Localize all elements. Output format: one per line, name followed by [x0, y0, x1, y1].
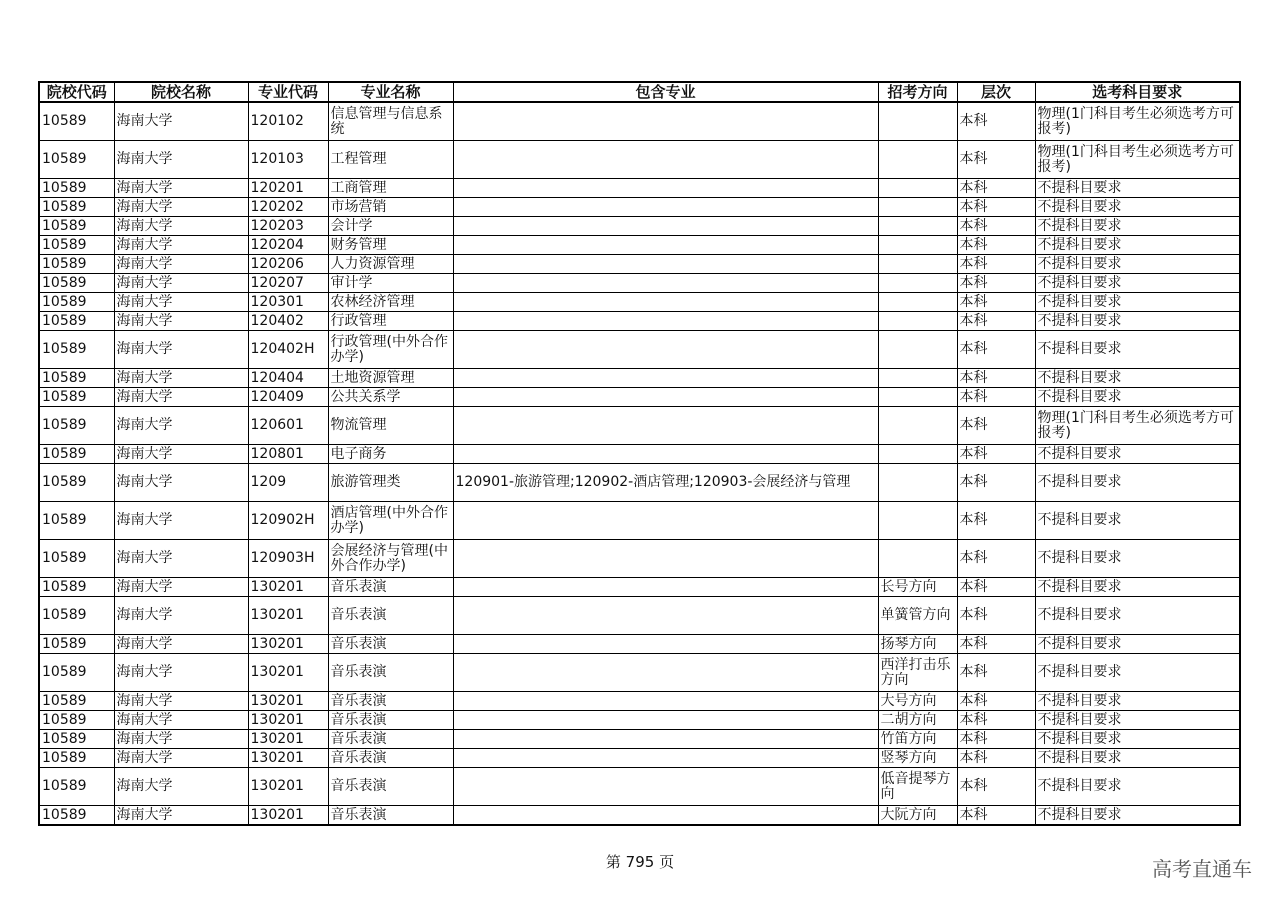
major-code-cell: 120103: [248, 141, 328, 179]
level-cell: 本科: [957, 407, 1035, 445]
school-code-cell: 10589: [39, 102, 114, 141]
school-name-cell: 海南大学: [114, 540, 248, 578]
major-name-cell: 审计学: [328, 274, 453, 293]
included-majors-cell: [453, 236, 878, 255]
table-row: [39, 749, 1240, 768]
subject-requirement-cell: 不提科目要求: [1035, 255, 1240, 274]
included-majors-cell: [453, 540, 878, 578]
school-name-cell: 海南大学: [114, 768, 248, 806]
table-row: [39, 293, 1240, 312]
major-name-cell: 财务管理: [328, 236, 453, 255]
subject-requirement-cell: 不提科目要求: [1035, 445, 1240, 464]
school-code-cell: 10589: [39, 540, 114, 578]
major-name-cell: 行政管理: [328, 312, 453, 331]
major-code-cell: 120903H: [248, 540, 328, 578]
school-name-cell: 海南大学: [114, 102, 248, 141]
included-majors-cell: [453, 217, 878, 236]
included-majors-cell: [453, 293, 878, 312]
school-code-cell: 10589: [39, 274, 114, 293]
school-name-cell: 海南大学: [114, 198, 248, 217]
major-code-cell: 120102: [248, 102, 328, 141]
school-code-cell: 10589: [39, 654, 114, 692]
school-name-cell: 海南大学: [114, 635, 248, 654]
major-name-cell: 公共关系学: [328, 388, 453, 407]
level-cell: 本科: [957, 102, 1035, 141]
major-name-cell: 工商管理: [328, 179, 453, 198]
level-cell: 本科: [957, 141, 1035, 179]
subject-requirement-cell: 不提科目要求: [1035, 768, 1240, 806]
major-code-cell: 120203: [248, 217, 328, 236]
major-code-cell: 120402H: [248, 331, 328, 369]
major-name-cell: 市场营销: [328, 198, 453, 217]
major-code-cell: 130201: [248, 635, 328, 654]
major-code-cell: 130201: [248, 730, 328, 749]
included-majors-cell: [453, 597, 878, 635]
school-name-cell: 海南大学: [114, 749, 248, 768]
school-code-cell: 10589: [39, 692, 114, 711]
header-level: 层次: [957, 82, 1035, 102]
table-row: [39, 388, 1240, 407]
school-name-cell: 海南大学: [114, 388, 248, 407]
level-cell: 本科: [957, 768, 1035, 806]
subject-requirement-cell: 物理(1门科目考生必须选考方可报考): [1035, 102, 1240, 141]
direction-cell: [878, 502, 957, 540]
school-name-cell: 海南大学: [114, 312, 248, 331]
subject-requirement-cell: 不提科目要求: [1035, 198, 1240, 217]
school-name-cell: 海南大学: [114, 369, 248, 388]
major-name-cell: 电子商务: [328, 445, 453, 464]
direction-cell: 大阮方向: [878, 806, 957, 826]
included-majors-cell: [453, 255, 878, 274]
direction-cell: 竖琴方向: [878, 749, 957, 768]
table-row: [39, 179, 1240, 198]
included-majors-cell: 120901-旅游管理;120902-酒店管理;120903-会展经济与管理: [453, 464, 878, 502]
level-cell: 本科: [957, 654, 1035, 692]
major-code-cell: 120902H: [248, 502, 328, 540]
table-row: [39, 255, 1240, 274]
subject-requirement-cell: 不提科目要求: [1035, 578, 1240, 597]
table-row: [39, 654, 1240, 692]
included-majors-cell: [453, 806, 878, 826]
header-major-code: 专业代码: [248, 82, 328, 102]
level-cell: 本科: [957, 255, 1035, 274]
direction-cell: 低音提琴方向: [878, 768, 957, 806]
direction-cell: [878, 217, 957, 236]
level-cell: 本科: [957, 369, 1035, 388]
major-code-cell: 120301: [248, 293, 328, 312]
school-name-cell: 海南大学: [114, 255, 248, 274]
table-row: [39, 141, 1240, 179]
direction-cell: [878, 102, 957, 141]
level-cell: 本科: [957, 597, 1035, 635]
table-row: [39, 369, 1240, 388]
direction-cell: [878, 179, 957, 198]
major-code-cell: 130201: [248, 768, 328, 806]
included-majors-cell: [453, 445, 878, 464]
school-code-cell: 10589: [39, 312, 114, 331]
school-name-cell: 海南大学: [114, 293, 248, 312]
major-code-cell: 130201: [248, 711, 328, 730]
major-code-cell: 120204: [248, 236, 328, 255]
included-majors-cell: [453, 749, 878, 768]
table-row: [39, 692, 1240, 711]
subject-requirement-cell: 不提科目要求: [1035, 388, 1240, 407]
subject-requirement-cell: 不提科目要求: [1035, 236, 1240, 255]
included-majors-cell: [453, 179, 878, 198]
level-cell: 本科: [957, 217, 1035, 236]
table-row: [39, 217, 1240, 236]
header-major-name: 专业名称: [328, 82, 453, 102]
level-cell: 本科: [957, 806, 1035, 826]
subject-requirement-cell: 不提科目要求: [1035, 179, 1240, 198]
school-code-cell: 10589: [39, 369, 114, 388]
school-name-cell: 海南大学: [114, 445, 248, 464]
subject-requirement-cell: 不提科目要求: [1035, 540, 1240, 578]
major-code-cell: 120402: [248, 312, 328, 331]
subject-requirement-cell: 物理(1门科目考生必须选考方可报考): [1035, 141, 1240, 179]
direction-cell: 大号方向: [878, 692, 957, 711]
level-cell: 本科: [957, 388, 1035, 407]
page-number: 第 795 页: [605, 853, 675, 871]
direction-cell: [878, 369, 957, 388]
major-name-cell: 农林经济管理: [328, 293, 453, 312]
major-name-cell: 会展经济与管理(中外合作办学): [328, 540, 453, 578]
major-name-cell: 会计学: [328, 217, 453, 236]
school-name-cell: 海南大学: [114, 331, 248, 369]
major-code-cell: 120601: [248, 407, 328, 445]
subject-requirement-cell: 不提科目要求: [1035, 692, 1240, 711]
school-code-cell: 10589: [39, 502, 114, 540]
direction-cell: [878, 464, 957, 502]
included-majors-cell: [453, 331, 878, 369]
table-row: [39, 198, 1240, 217]
school-code-cell: 10589: [39, 293, 114, 312]
major-code-cell: 130201: [248, 806, 328, 826]
major-code-cell: 120801: [248, 445, 328, 464]
school-name-cell: 海南大学: [114, 692, 248, 711]
table-row: [39, 502, 1240, 540]
major-name-cell: 旅游管理类: [328, 464, 453, 502]
direction-cell: [878, 445, 957, 464]
subject-requirement-cell: 不提科目要求: [1035, 654, 1240, 692]
subject-requirement-cell: 不提科目要求: [1035, 217, 1240, 236]
school-code-cell: 10589: [39, 445, 114, 464]
major-code-cell: 130201: [248, 692, 328, 711]
level-cell: 本科: [957, 236, 1035, 255]
table-row: [39, 730, 1240, 749]
subject-requirement-cell: 物理(1门科目考生必须选考方可报考): [1035, 407, 1240, 445]
school-code-cell: 10589: [39, 578, 114, 597]
table-row: [39, 578, 1240, 597]
table-row: [39, 711, 1240, 730]
included-majors-cell: [453, 730, 878, 749]
subject-requirement-cell: 不提科目要求: [1035, 274, 1240, 293]
major-code-cell: 120207: [248, 274, 328, 293]
table-row: [39, 597, 1240, 635]
school-name-cell: 海南大学: [114, 407, 248, 445]
included-majors-cell: [453, 312, 878, 331]
school-code-cell: 10589: [39, 407, 114, 445]
major-name-cell: 音乐表演: [328, 730, 453, 749]
included-majors-cell: [453, 102, 878, 141]
direction-cell: [878, 274, 957, 293]
school-code-cell: 10589: [39, 730, 114, 749]
header-subject-requirement: 选考科目要求: [1035, 82, 1240, 102]
direction-cell: [878, 331, 957, 369]
major-name-cell: 酒店管理(中外合作办学): [328, 502, 453, 540]
school-code-cell: 10589: [39, 255, 114, 274]
level-cell: 本科: [957, 274, 1035, 293]
major-name-cell: 人力资源管理: [328, 255, 453, 274]
table-row: [39, 540, 1240, 578]
school-code-cell: 10589: [39, 236, 114, 255]
direction-cell: [878, 312, 957, 331]
table-body: [39, 102, 1240, 825]
school-name-cell: 海南大学: [114, 217, 248, 236]
direction-cell: 二胡方向: [878, 711, 957, 730]
table-row: [39, 236, 1240, 255]
direction-cell: 西洋打击乐方向: [878, 654, 957, 692]
school-name-cell: 海南大学: [114, 730, 248, 749]
direction-cell: [878, 141, 957, 179]
major-code-cell: 130201: [248, 597, 328, 635]
major-code-cell: 120206: [248, 255, 328, 274]
subject-requirement-cell: 不提科目要求: [1035, 502, 1240, 540]
major-name-cell: 物流管理: [328, 407, 453, 445]
major-code-cell: 120404: [248, 369, 328, 388]
watermark-text: 高考直通车: [1152, 857, 1252, 881]
table-row: [39, 312, 1240, 331]
included-majors-cell: [453, 407, 878, 445]
direction-cell: [878, 388, 957, 407]
school-code-cell: 10589: [39, 464, 114, 502]
level-cell: 本科: [957, 445, 1035, 464]
admission-table: [38, 81, 1241, 826]
included-majors-cell: [453, 198, 878, 217]
included-majors-cell: [453, 635, 878, 654]
table-row: [39, 635, 1240, 654]
subject-requirement-cell: 不提科目要求: [1035, 749, 1240, 768]
major-code-cell: 130201: [248, 654, 328, 692]
school-name-cell: 海南大学: [114, 141, 248, 179]
table-row: [39, 806, 1240, 826]
major-name-cell: 音乐表演: [328, 768, 453, 806]
direction-cell: 单簧管方向: [878, 597, 957, 635]
level-cell: 本科: [957, 502, 1035, 540]
major-name-cell: 音乐表演: [328, 806, 453, 826]
header-school-name: 院校名称: [114, 82, 248, 102]
level-cell: 本科: [957, 692, 1035, 711]
direction-cell: 竹笛方向: [878, 730, 957, 749]
table-row: [39, 102, 1240, 141]
table-row: [39, 464, 1240, 502]
subject-requirement-cell: 不提科目要求: [1035, 806, 1240, 826]
major-name-cell: 音乐表演: [328, 692, 453, 711]
level-cell: 本科: [957, 635, 1035, 654]
level-cell: 本科: [957, 179, 1035, 198]
subject-requirement-cell: 不提科目要求: [1035, 331, 1240, 369]
major-name-cell: 音乐表演: [328, 597, 453, 635]
major-name-cell: 信息管理与信息系统: [328, 102, 453, 141]
direction-cell: [878, 255, 957, 274]
subject-requirement-cell: 不提科目要求: [1035, 635, 1240, 654]
major-code-cell: 130201: [248, 578, 328, 597]
level-cell: 本科: [957, 312, 1035, 331]
subject-requirement-cell: 不提科目要求: [1035, 597, 1240, 635]
major-name-cell: 音乐表演: [328, 578, 453, 597]
school-name-cell: 海南大学: [114, 236, 248, 255]
school-code-cell: 10589: [39, 749, 114, 768]
school-name-cell: 海南大学: [114, 464, 248, 502]
included-majors-cell: [453, 141, 878, 179]
major-code-cell: 120409: [248, 388, 328, 407]
direction-cell: 扬琴方向: [878, 635, 957, 654]
included-majors-cell: [453, 388, 878, 407]
school-name-cell: 海南大学: [114, 179, 248, 198]
school-name-cell: 海南大学: [114, 274, 248, 293]
school-code-cell: 10589: [39, 198, 114, 217]
school-code-cell: 10589: [39, 141, 114, 179]
table-row: [39, 331, 1240, 369]
header-row: [39, 82, 1240, 102]
major-code-cell: 130201: [248, 749, 328, 768]
major-name-cell: 音乐表演: [328, 711, 453, 730]
school-code-cell: 10589: [39, 179, 114, 198]
major-name-cell: 音乐表演: [328, 749, 453, 768]
school-code-cell: 10589: [39, 711, 114, 730]
school-code-cell: 10589: [39, 768, 114, 806]
included-majors-cell: [453, 274, 878, 293]
table-row: [39, 445, 1240, 464]
table-row: [39, 407, 1240, 445]
level-cell: 本科: [957, 293, 1035, 312]
header-direction: 招考方向: [878, 82, 957, 102]
header-included-majors: 包含专业: [453, 82, 878, 102]
subject-requirement-cell: 不提科目要求: [1035, 711, 1240, 730]
table-row: [39, 768, 1240, 806]
major-name-cell: 音乐表演: [328, 654, 453, 692]
included-majors-cell: [453, 654, 878, 692]
school-name-cell: 海南大学: [114, 502, 248, 540]
subject-requirement-cell: 不提科目要求: [1035, 369, 1240, 388]
school-code-cell: 10589: [39, 331, 114, 369]
table-row: [39, 274, 1240, 293]
subject-requirement-cell: 不提科目要求: [1035, 293, 1240, 312]
major-name-cell: 土地资源管理: [328, 369, 453, 388]
included-majors-cell: [453, 502, 878, 540]
school-code-cell: 10589: [39, 597, 114, 635]
major-name-cell: 音乐表演: [328, 635, 453, 654]
school-code-cell: 10589: [39, 806, 114, 826]
level-cell: 本科: [957, 578, 1035, 597]
direction-cell: 长号方向: [878, 578, 957, 597]
included-majors-cell: [453, 768, 878, 806]
level-cell: 本科: [957, 711, 1035, 730]
school-name-cell: 海南大学: [114, 597, 248, 635]
level-cell: 本科: [957, 198, 1035, 217]
included-majors-cell: [453, 692, 878, 711]
included-majors-cell: [453, 578, 878, 597]
level-cell: 本科: [957, 749, 1035, 768]
major-name-cell: 工程管理: [328, 141, 453, 179]
level-cell: 本科: [957, 331, 1035, 369]
header-school-code: 院校代码: [39, 82, 114, 102]
school-code-cell: 10589: [39, 388, 114, 407]
direction-cell: [878, 540, 957, 578]
level-cell: 本科: [957, 464, 1035, 502]
school-code-cell: 10589: [39, 635, 114, 654]
school-code-cell: 10589: [39, 217, 114, 236]
major-code-cell: 120202: [248, 198, 328, 217]
subject-requirement-cell: 不提科目要求: [1035, 312, 1240, 331]
direction-cell: [878, 407, 957, 445]
subject-requirement-cell: 不提科目要求: [1035, 464, 1240, 502]
level-cell: 本科: [957, 730, 1035, 749]
direction-cell: [878, 293, 957, 312]
level-cell: 本科: [957, 540, 1035, 578]
direction-cell: [878, 236, 957, 255]
school-name-cell: 海南大学: [114, 654, 248, 692]
major-code-cell: 120201: [248, 179, 328, 198]
school-name-cell: 海南大学: [114, 578, 248, 597]
school-name-cell: 海南大学: [114, 711, 248, 730]
subject-requirement-cell: 不提科目要求: [1035, 730, 1240, 749]
school-name-cell: 海南大学: [114, 806, 248, 826]
major-name-cell: 行政管理(中外合作办学): [328, 331, 453, 369]
major-code-cell: 1209: [248, 464, 328, 502]
direction-cell: [878, 198, 957, 217]
included-majors-cell: [453, 369, 878, 388]
included-majors-cell: [453, 711, 878, 730]
